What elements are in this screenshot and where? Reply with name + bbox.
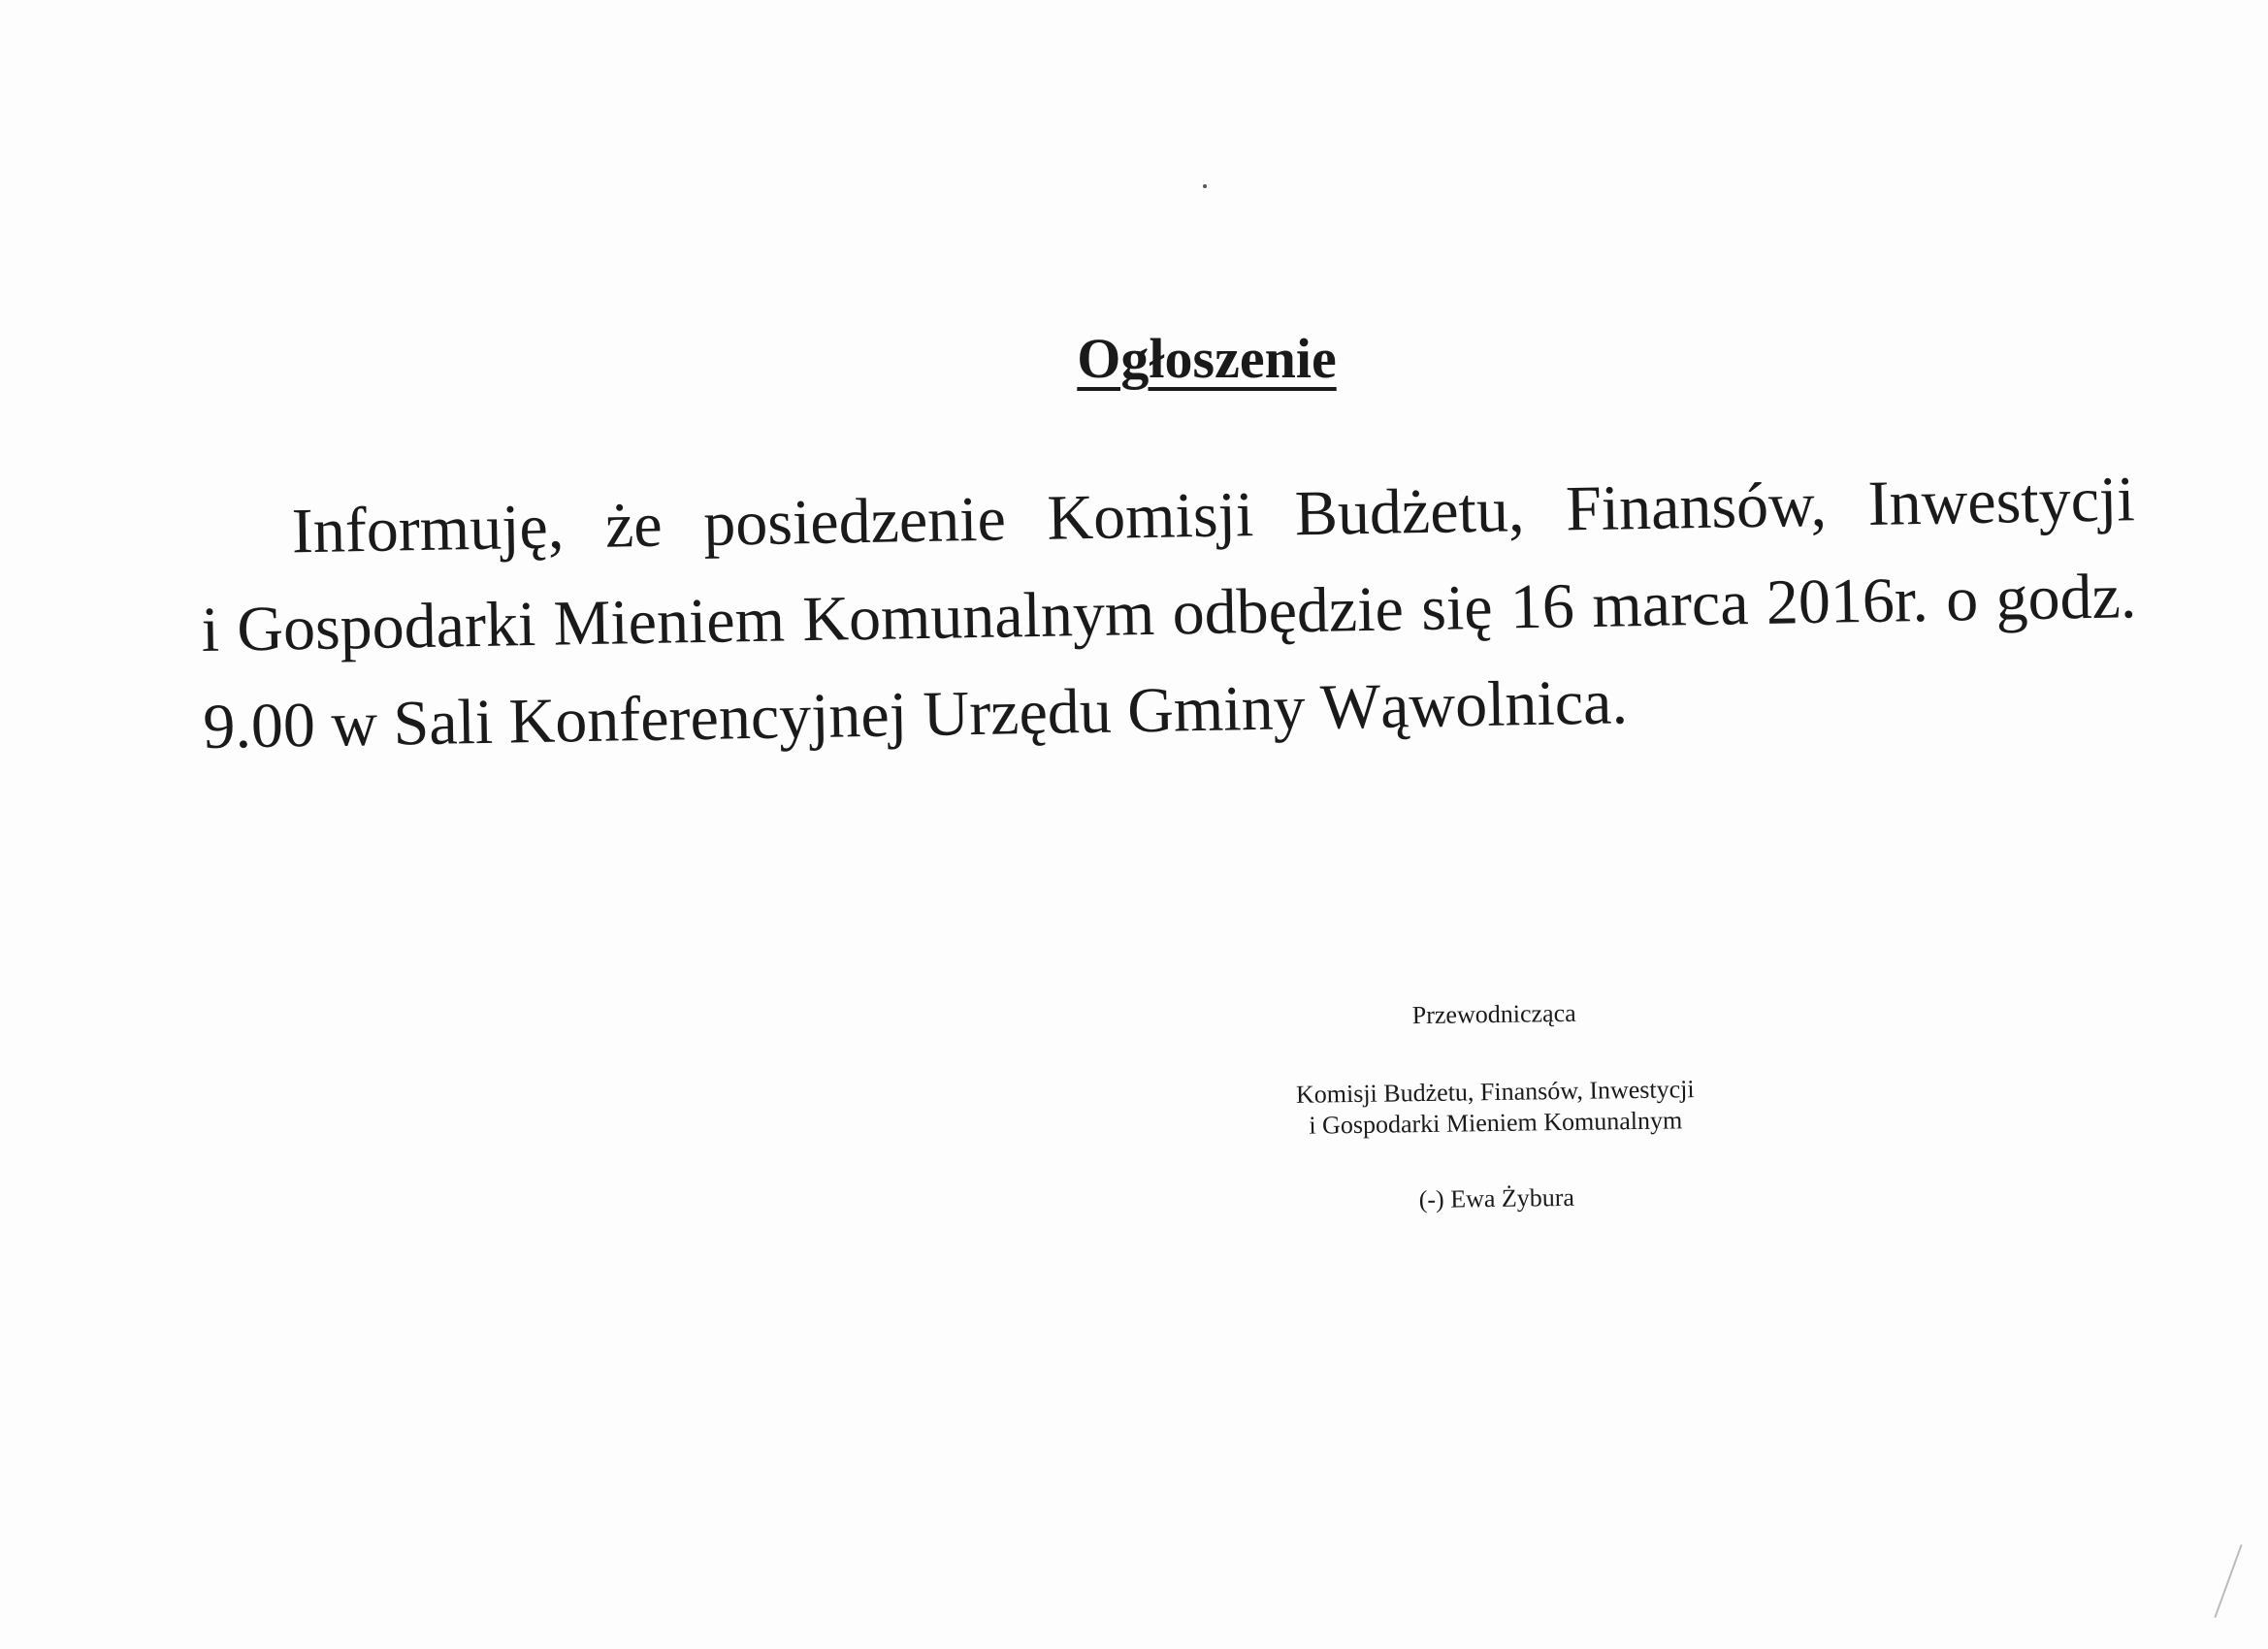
document-title: Ogłoszenie <box>1077 327 1337 390</box>
announcement-body <box>199 451 2139 776</box>
signature-block <box>1261 996 1730 1218</box>
signature-committee <box>1262 1074 1729 1143</box>
document-title-block <box>0 325 2268 393</box>
body-line-2: i Gospodarki Mieniem Komunalnym odbędzie się 16 marca 2016r. o godz. <box>200 561 2137 665</box>
signature-name: (-) Ewa Żybura <box>1418 1182 1575 1214</box>
body-line-3: 9.00 w Sali Konferencyjnej Urzędu Gminy Wąwolnica. <box>202 666 1629 762</box>
signature-role: Przewodnicząca <box>1411 998 1576 1030</box>
signature-committee-line-1: Komisji Budżetu, Finansów, Inwestycji <box>1295 1075 1695 1109</box>
scan-speck <box>1203 184 1207 188</box>
signature-committee-line-2: i Gospodarki Mieniem Komunalnym <box>1309 1106 1683 1140</box>
body-line-1: Informuję, że posiedzenie Komisji Budżetu, Finansów, Inwestycji <box>291 464 2136 567</box>
scan-edge-mark <box>2214 1544 2242 1618</box>
